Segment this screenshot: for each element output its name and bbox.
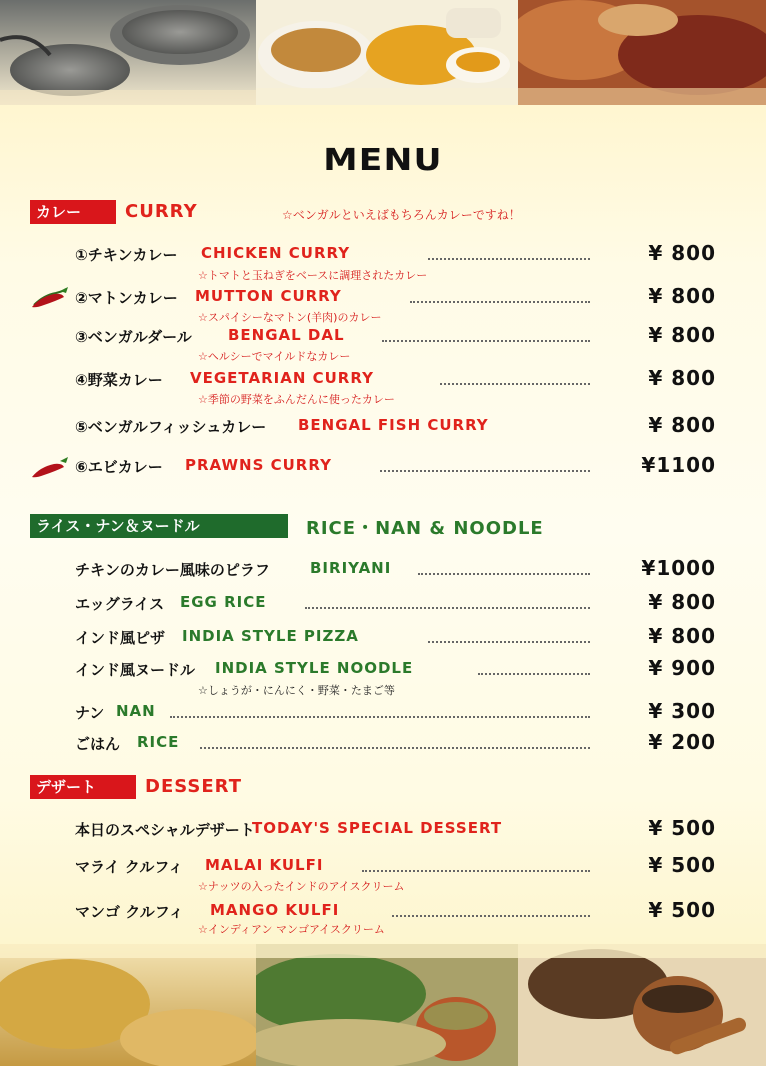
leader-dots	[362, 870, 590, 872]
item-price: ¥ 500	[648, 816, 716, 840]
item-price: ¥ 800	[648, 624, 716, 648]
item-price: ¥ 800	[648, 241, 716, 265]
item-price: ¥ 800	[648, 590, 716, 614]
item-name-jp: マライ クルフィ	[75, 858, 184, 876]
item-name-jp: ごはん	[75, 735, 121, 753]
item-name-en: BIRIYANI	[310, 559, 392, 577]
item-name-jp: ①チキンカレー	[75, 246, 178, 264]
item-name-en: BENGAL FISH CURRY	[298, 416, 489, 434]
menu-item-bengal-fish-curry	[0, 413, 766, 440]
item-name-jp: ナン	[75, 704, 105, 722]
spice-photo-turmeric	[256, 0, 518, 105]
menu-title: MENU	[323, 143, 443, 178]
curry-section-tag: カレー	[30, 200, 116, 224]
menu-item-prawns-curry	[0, 453, 766, 480]
leader-dots	[418, 573, 590, 575]
item-description: ☆ナッツの入ったインドのアイスクリーム	[198, 880, 405, 893]
item-price: ¥ 500	[648, 853, 716, 877]
item-name-jp: ④野菜カレー	[75, 371, 163, 389]
item-name-en: BENGAL DAL	[228, 326, 345, 344]
spice-photo-grinder	[0, 0, 256, 105]
item-name-en: MANGO KULFI	[210, 901, 340, 919]
item-name-en: RICE	[137, 733, 180, 751]
item-price: ¥ 900	[648, 656, 716, 680]
menu-item-egg-rice	[0, 590, 766, 617]
item-name-jp: ②マトンカレー	[75, 289, 178, 307]
leader-dots	[382, 340, 590, 342]
item-name-en: PRAWNS CURRY	[185, 456, 332, 474]
leader-dots	[392, 915, 590, 917]
menu-item-biriyani	[0, 556, 766, 583]
item-price: ¥ 200	[648, 730, 716, 754]
item-price: ¥ 800	[648, 366, 716, 390]
leader-dots	[440, 383, 590, 385]
item-name-jp: 本日のスペシャルデザート	[75, 821, 255, 839]
leader-dots	[410, 301, 590, 303]
leader-dots	[380, 470, 590, 472]
item-name-jp: ⑥エビカレー	[75, 458, 163, 476]
spice-photo-coriander	[256, 944, 518, 1066]
item-price: ¥ 800	[648, 413, 716, 437]
leader-dots	[478, 673, 590, 675]
leader-dots	[428, 258, 590, 260]
item-name-en: INDIA STYLE PIZZA	[182, 627, 359, 645]
spice-photo-mortar	[518, 944, 766, 1066]
menu-item-india-style-pizza	[0, 624, 766, 651]
menu-item-vegetarian-curry	[0, 366, 766, 393]
item-name-en: MUTTON CURRY	[195, 287, 342, 305]
spice-photo-chili	[518, 0, 766, 105]
item-price: ¥1100	[641, 453, 716, 477]
item-name-en: INDIA STYLE NOODLE	[215, 659, 414, 677]
item-name-jp: エッグライス	[75, 595, 165, 613]
leader-dots	[200, 747, 590, 749]
item-price: ¥1000	[641, 556, 716, 580]
item-name-en: MALAI KULFI	[205, 856, 324, 874]
item-description: ☆トマトと玉ねぎをベースに調理されたカレー	[198, 269, 428, 282]
item-price: ¥ 800	[648, 323, 716, 347]
item-name-jp: ③ベンガルダール	[75, 328, 192, 346]
item-name-en: EGG RICE	[180, 593, 267, 611]
menu-item-todays-special-dessert	[0, 816, 766, 843]
menu-item-malai-kulfi	[0, 853, 766, 880]
dessert-section-title: DESSERT	[145, 776, 242, 797]
spice-photo-seeds	[0, 944, 256, 1066]
leader-dots	[170, 716, 590, 718]
item-name-jp: チキンのカレー風味のピラフ	[75, 561, 270, 579]
item-name-en: VEGETARIAN CURRY	[190, 369, 374, 387]
rice-section-title: RICE・NAN & NOODLE	[306, 518, 544, 539]
item-name-jp: インド風ピザ	[75, 629, 166, 647]
item-description: ☆インディアン マンゴアイスクリーム	[198, 923, 385, 936]
item-price: ¥ 500	[648, 898, 716, 922]
item-name-en: CHICKEN CURRY	[201, 244, 351, 262]
item-description: ☆ヘルシーでマイルドなカレー	[198, 350, 351, 363]
item-description: ☆スパイシーなマトン(羊肉)のカレー	[198, 311, 382, 324]
rice-section-tag: ライス・ナン＆ヌードル	[30, 514, 288, 538]
item-name-jp: マンゴ クルフィ	[75, 903, 184, 921]
menu-item-chicken-curry	[0, 241, 766, 268]
curry-section-note: ☆ベンガルといえばもちろんカレーですね！	[282, 208, 521, 222]
leader-dots	[428, 641, 590, 643]
item-name-jp: ⑤ベンガルフィッシュカレー	[75, 418, 267, 436]
item-name-en: TODAY'S SPECIAL DESSERT	[252, 819, 503, 837]
item-description: ☆しょうが・にんにく・野菜・たまご等	[198, 684, 395, 697]
menu-item-india-style-noodle	[0, 656, 766, 683]
item-price: ¥ 800	[648, 284, 716, 308]
menu-item-nan	[0, 699, 766, 726]
menu-item-mutton-curry	[0, 284, 766, 311]
curry-section-title: CURRY	[125, 201, 198, 222]
item-name-jp: インド風ヌードル	[75, 661, 196, 679]
item-price: ¥ 300	[648, 699, 716, 723]
leader-dots	[305, 607, 590, 609]
menu-item-rice	[0, 730, 766, 757]
item-description: ☆季節の野菜をふんだんに使ったカレー	[198, 393, 395, 406]
dessert-section-tag: デザート	[30, 775, 136, 799]
menu-item-bengal-dal	[0, 323, 766, 350]
item-name-en: NAN	[116, 702, 156, 720]
